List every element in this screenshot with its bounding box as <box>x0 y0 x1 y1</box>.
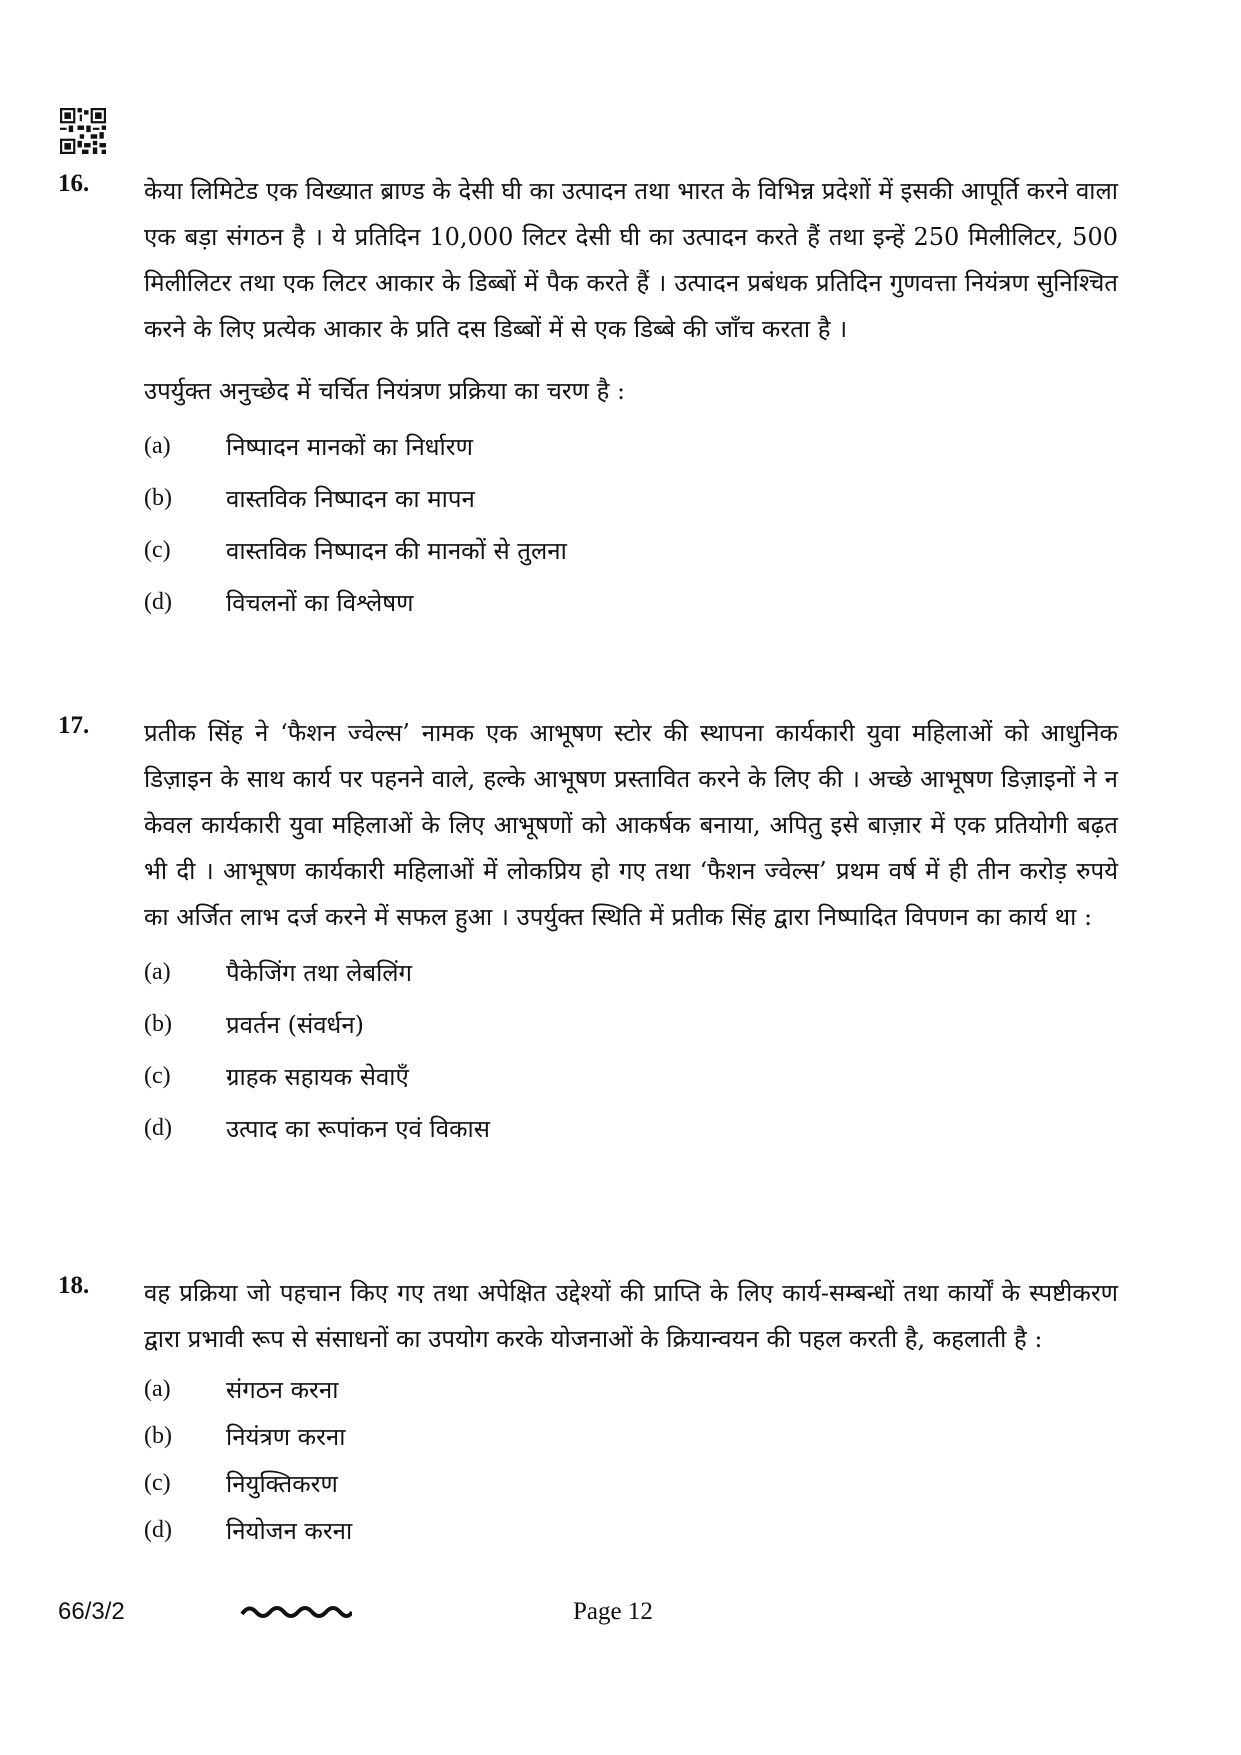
option-label: (d) <box>144 1517 172 1543</box>
option-text: निष्पादन मानकों का निर्धारण <box>226 432 473 461</box>
question-text: वह प्रक्रिया जो पहचान किए गए तथा अपेक्षित उद्देश्यों की प्राप्ति के लिए कार्य-सम्बन्धों तथा कार्यों के स्पष्टीकरण द्वारा प्रभावी रूप से संसाधनों का उपयोग करके योजनाओं के क्रियान्वयन की पहल करती है, कहलाती है : <box>144 1279 1118 1353</box>
option-text: वास्तविक निष्पादन की मानकों से तुलना <box>226 536 567 565</box>
option-label: (c) <box>144 1062 171 1089</box>
option-a <box>144 1366 1118 1413</box>
question-text: केया लिमिटेड एक विख्यात ब्राण्ड के देसी घी का उत्पादन तथा भारत के विभिन्न प्रदेशों में इसकी आपूर्ति करने वाला एक बड़ा संगठन है । ये प्रतिदिन 10,000 लिटर देसी घी का उत्पादन करते हैं तथा इन्हें 250 मिलीलिटर, 500 मिलीलिटर तथा एक लिटर आकार के डिब्बों में पैक करते हैं । उत्पादन प्रबंधक प्रतिदिन गुणवत्ता नियंत्रण सुनिश्चित करने के लिए प्रत्येक आकार के प्रति दस डिब्बों में से एक डिब्बे की जाँच करता है । <box>144 177 1118 343</box>
question-number: 16. <box>58 170 90 197</box>
option-c <box>144 524 1118 576</box>
options-list <box>144 1366 1118 1554</box>
option-label: (c) <box>144 536 171 563</box>
option-label: (b) <box>144 484 172 511</box>
option-b <box>144 1413 1118 1460</box>
option-a <box>144 946 1118 998</box>
option-d <box>144 1102 1118 1154</box>
question-prompt: उपर्युक्त अनुच्छेद में चर्चित नियंत्रण प्रक्रिया का चरण है : <box>144 377 626 405</box>
question-text: प्रतीक सिंह ने ‘फैशन ज्वेल्स’ नामक एक आभूषण स्टोर की स्थापना कार्यकारी युवा महिलाओं को आधुनिक डिज़ाइन के साथ कार्य पर पहनने वाले, हल्के आभूषण प्रस्तावित करने के लिए की । अच्छे आभूषण डिज़ाइनों ने न केवल कार्यकारी युवा महिलाओं के लिए आभूषणों को आकर्षक बनाया, अपितु इसे बाज़ार में एक प्रतियोगी बढ़त भी दी । आभूषण कार्यकारी महिलाओं में लोकप्रिय हो गए तथा ‘फैशन ज्वेल्स’ प्रथम वर्ष में ही तीन करोड़ रुपये का अर्जित लाभ दर्ज करने में सफल हुआ । उपर्युक्त स्थिति में प्रतीक सिंह द्वारा निष्पादित विपणन का कार्य था : <box>144 719 1118 931</box>
option-label: (a) <box>144 958 171 985</box>
tilde-ornament-icon <box>240 1600 352 1624</box>
paper-code: 66/3/2 <box>58 1598 125 1625</box>
option-text: विचलनों का विश्लेषण <box>226 588 414 617</box>
option-text: ग्राहक सहायक सेवाएँ <box>226 1062 409 1091</box>
page-number: Page 12 <box>573 1598 653 1625</box>
option-label: (b) <box>144 1423 172 1449</box>
option-text: नियंत्रण करना <box>226 1423 346 1451</box>
option-text: प्रवर्तन (संवर्धन) <box>226 1010 365 1039</box>
option-a <box>144 420 1118 472</box>
option-label: (c) <box>144 1470 171 1496</box>
option-label: (a) <box>144 1376 171 1402</box>
question-number: 17. <box>58 712 90 739</box>
option-text: उत्पाद का रूपांकन एवं विकास <box>226 1114 490 1143</box>
option-c <box>144 1050 1118 1102</box>
option-d <box>144 576 1118 628</box>
option-label: (d) <box>144 588 172 615</box>
option-text: संगठन करना <box>226 1376 339 1404</box>
page-footer <box>0 1598 1241 1638</box>
option-text: नियुक्तिकरण <box>226 1470 338 1498</box>
option-c <box>144 1460 1118 1507</box>
question-16 <box>58 168 1118 628</box>
option-text: पैकेजिंग तथा लेबलिंग <box>226 958 413 987</box>
options-list <box>144 946 1118 1154</box>
question-17 <box>58 710 1118 1154</box>
option-label: (a) <box>144 432 171 459</box>
qr-code <box>60 108 106 154</box>
option-b <box>144 472 1118 524</box>
option-text: नियोजन करना <box>226 1517 353 1545</box>
question-number: 18. <box>58 1272 90 1299</box>
question-18 <box>58 1270 1118 1554</box>
option-label: (d) <box>144 1114 172 1141</box>
option-b <box>144 998 1118 1050</box>
option-text: वास्तविक निष्पादन का मापन <box>226 484 475 513</box>
option-d <box>144 1507 1118 1554</box>
options-list <box>144 420 1118 628</box>
option-label: (b) <box>144 1010 172 1037</box>
